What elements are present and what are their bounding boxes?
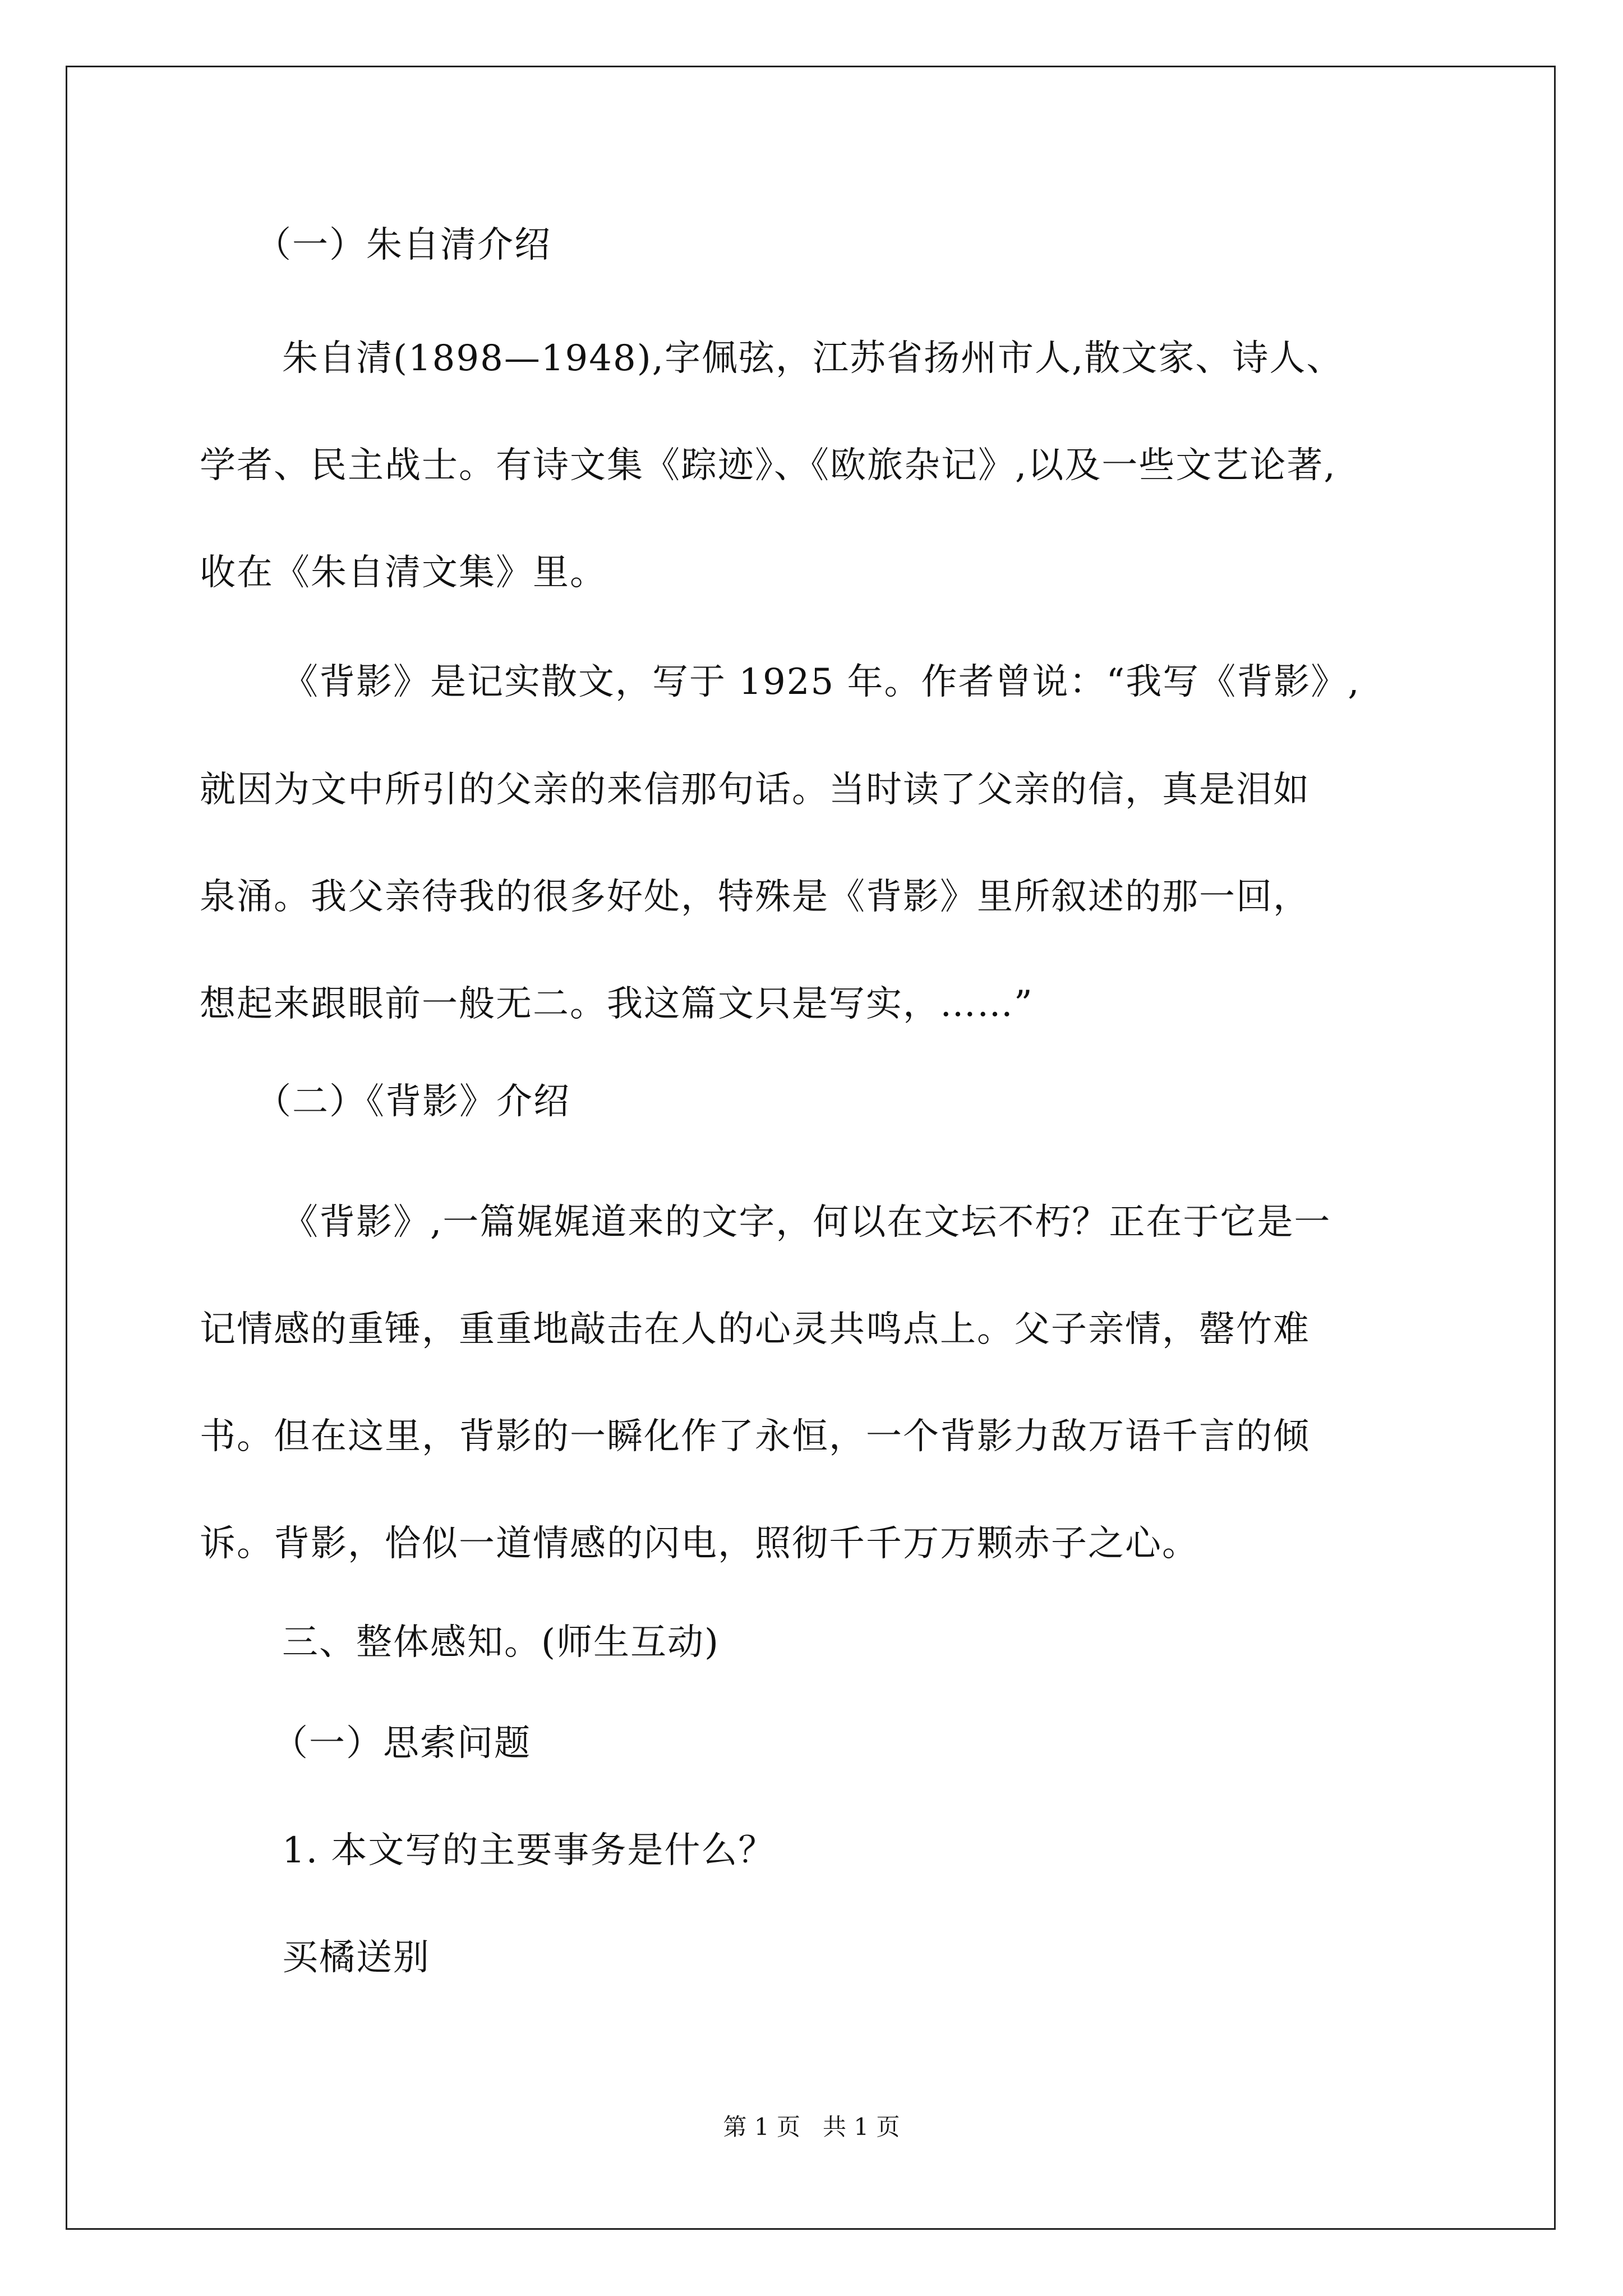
paragraph-line: 就因为文中所引的父亲的来信那句话。当时读了父亲的信，真是泪如 [200,769,1310,811]
section-heading-zhu-ziqing-intro: （一）朱自清介绍 [255,224,551,266]
paragraph-line: 记情感的重锤，重重地敲击在人的心灵共鸣点上。父子亲情，罄竹难 [200,1309,1310,1350]
paragraph-line: 泉涌。我父亲待我的很多好处，特殊是《背影》里所叙述的那一回， [200,876,1310,918]
page-border [66,66,1556,2230]
paragraph-line: 朱自清(1898—1948),字佩弦，江苏省扬州市人,散文家、诗人、 [282,338,1344,379]
paragraph-line: 学者、民主战士。有诗文集《踪迹》、《欧旅杂记》,以及一些文艺论著, [200,445,1336,486]
section-heading-overall-perception: 三、整体感知。(师生互动) [282,1622,720,1663]
paragraph-line: 书。但在这里，背影的一瞬化作了永恒，一个背影力敌万语千言的倾 [200,1416,1310,1457]
paragraph-line: 收在《朱自清文集》里。 [200,552,607,593]
page-footer: 第 1 页 共 1 页 [723,2113,900,2141]
section-heading-beiying-intro: （二）《背影》介绍 [255,1081,570,1122]
paragraph-line: 《背影》是记实散文，写于 1925 年。作者曾说：“我写《背影》, [282,661,1361,703]
answer-text: 买橘送别 [282,1937,430,1978]
paragraph-line: 想起来跟眼前一般无二。我这篇文只是写实，……” [200,983,1034,1025]
paragraph-line: 诉。背影，恰似一道情感的闪电，照彻千千万万颗赤子之心。 [200,1523,1199,1565]
paragraph-line: 《背影》,一篇娓娓道来的文字，何以在文坛不朽？正在于它是一 [282,1202,1331,1243]
question-item: 1. 本文写的主要事务是什么？ [282,1830,776,1871]
section-heading-think-questions: （一）思索问题 [272,1723,531,1764]
